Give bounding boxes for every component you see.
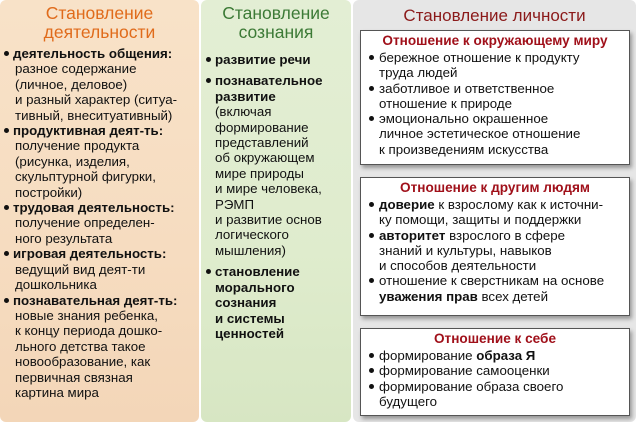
- box-self-relation: [360, 328, 630, 416]
- box-world-relation: [360, 30, 630, 165]
- list-item: формирование самооценки: [368, 363, 625, 378]
- box-title: Отношение к себе: [433, 331, 557, 346]
- column-activity: [0, 0, 199, 422]
- activity-list: [3, 46, 197, 400]
- list-item: доверие к взрослому как к источни- ку помощи, защиты и поддержки: [368, 197, 625, 228]
- list-item: отношение к сверстникам на основе уважения прав всех детей: [368, 273, 625, 304]
- list-item: познавательная деят-ть: новые знания ребенка, к концу периода дошко- льного детства такое новообразование, как первичная связная картина мира: [3, 293, 197, 401]
- column-consciousness-title: Становление сознания: [222, 3, 330, 42]
- list-item: заботливое и ответственное отношение к природе: [368, 81, 625, 112]
- list-item: деятельность общения: разное содержание (личное, деловое) и разный характер (ситуа- тивный, внеситуативный): [3, 46, 197, 123]
- list-item: продуктивная деят-ть: получение продукта (рисунка, изделия, скульптурной фигурки, постройки): [3, 123, 197, 200]
- list-item: авторитет взрослого в сфере знаний и культуры, навыков и способов деятельности: [368, 228, 625, 274]
- list-item: познавательное развитие (включая формирование представлений об окружающем мире природы и мире человека, РЭМП и развитие основ логического мышления): [205, 73, 349, 258]
- consciousness-list: [205, 52, 349, 341]
- column-consciousness: [201, 0, 351, 422]
- list-item: развитие речи: [205, 52, 349, 67]
- box-people-relation: [360, 177, 630, 316]
- column-personality-title: Становление личности: [403, 6, 586, 25]
- list-item: бережное отношение к продукту труда людей: [368, 50, 625, 81]
- box-title: Отношение к окружающему миру: [382, 33, 608, 48]
- list-item: эмоционально окрашенное личное эстетическое отношение к произведениям искусства: [368, 111, 625, 157]
- box-title: Отношение к другим людям: [400, 180, 590, 195]
- list-item: трудовая деятельность: получение определен- ного результата: [3, 200, 197, 246]
- list-item: становление морального сознания и системы ценностей: [205, 264, 349, 341]
- column-activity-title: Становление деятельности: [43, 3, 156, 42]
- list-item: формирование образа Я: [368, 348, 625, 363]
- list-item: формирование образа своего будущего: [368, 379, 625, 410]
- list-item: игровая деятельность: ведущий вид деят-ти дошкольника: [3, 246, 197, 292]
